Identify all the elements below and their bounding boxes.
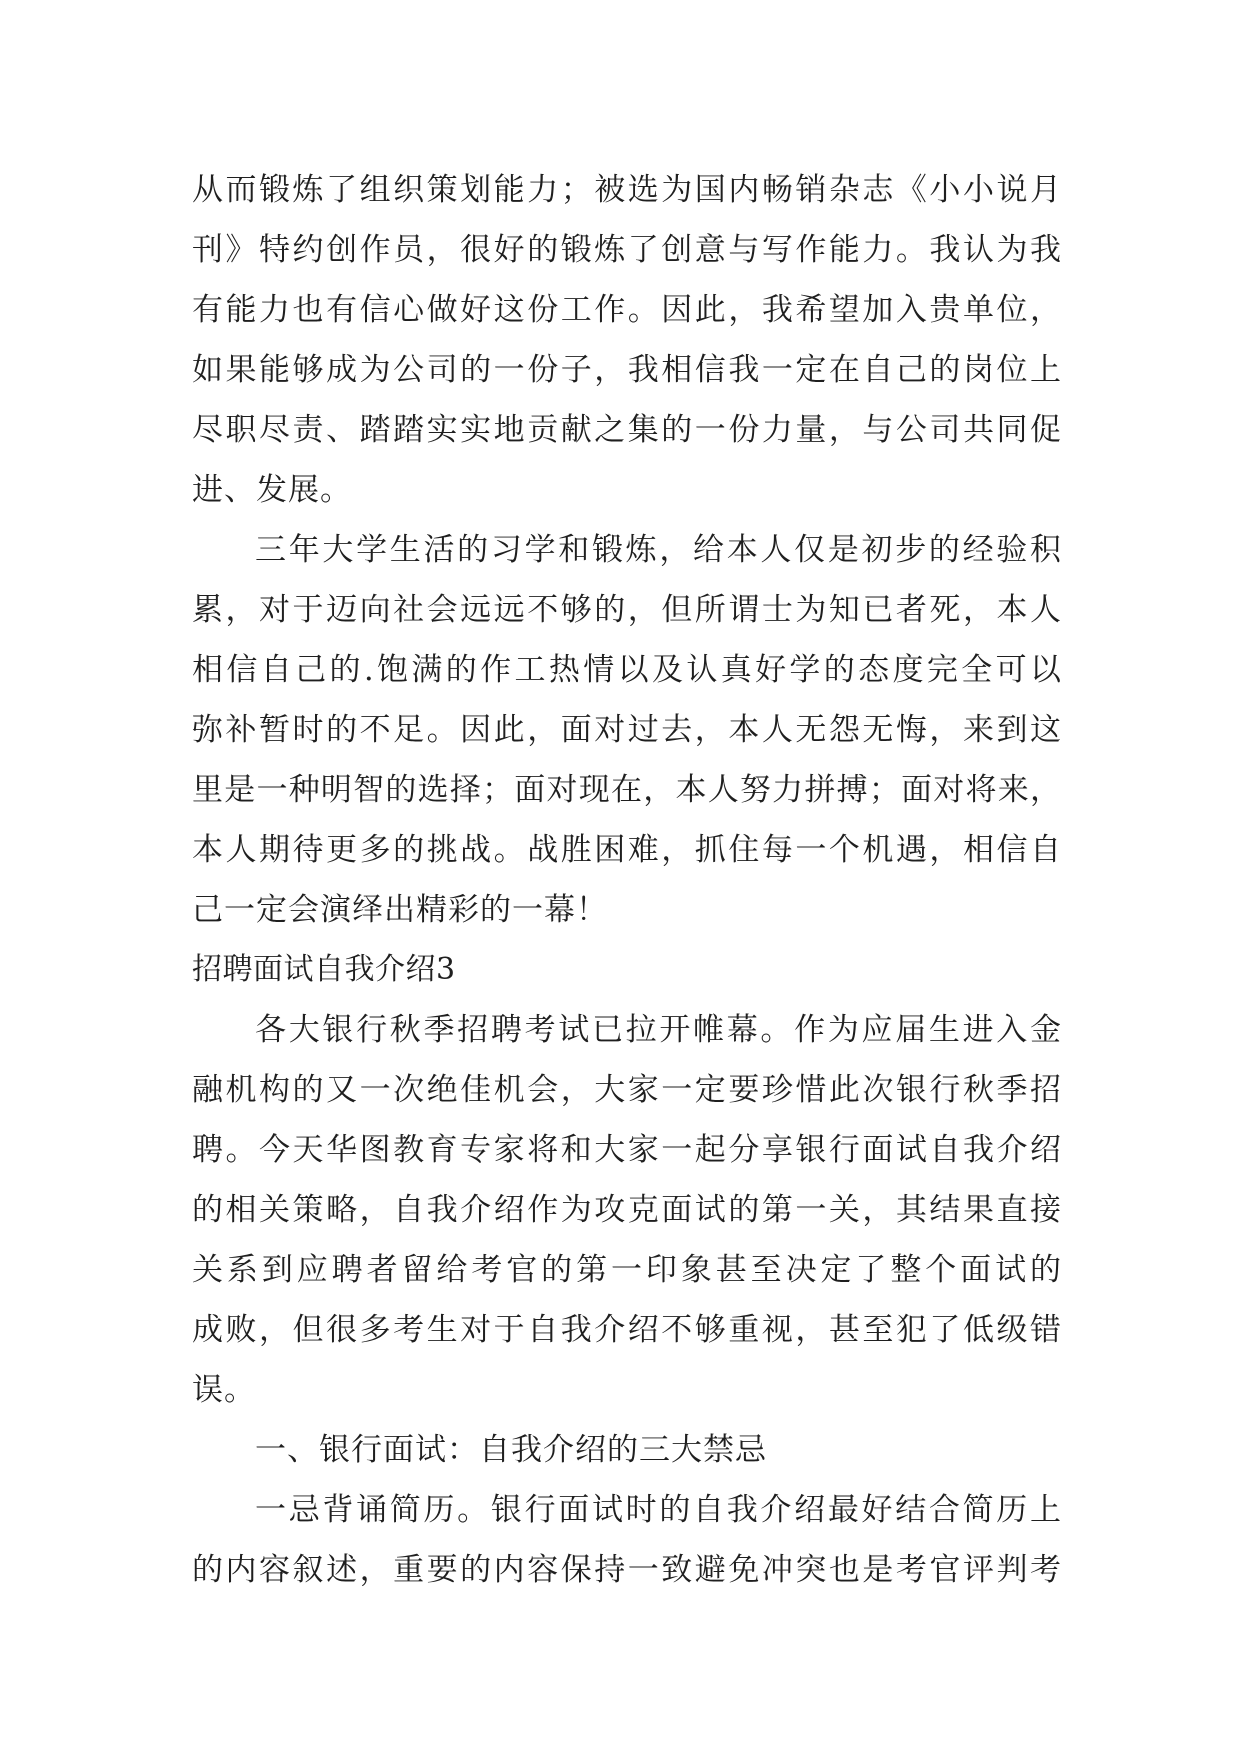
section-heading: 招聘面试自我介绍3: [192, 952, 456, 987]
text-line: 成败，但很多考生对于自我介绍不够重视，甚至犯了低级错: [192, 1312, 1062, 1348]
paragraph-start-line: 三年大学生活的习学和锻炼，给本人仅是初步的经验积: [255, 532, 1062, 568]
text-line: 相信自己的.饱满的作工热情以及认真好学的态度完全可以: [192, 652, 1062, 688]
text-line: 的内容叙述，重要的内容保持一致避免冲突也是考官评判考: [192, 1552, 1062, 1588]
text-line: 刊》特约创作员，很好的锻炼了创意与写作能力。我认为我: [192, 232, 1062, 268]
text-line: 如果能够成为公司的一份子，我相信我一定在自己的岗位上: [192, 352, 1062, 388]
text-line: 累，对于迈向社会远远不够的，但所谓士为知已者死，本人: [192, 592, 1062, 628]
text-line: 尽职尽责、踏踏实实地贡献之集的一份力量，与公司共同促: [192, 412, 1062, 448]
text-line: 本人期待更多的挑战。战胜困难，抓住每一个机遇，相信自: [192, 832, 1062, 868]
text-line: 误。: [192, 1372, 256, 1408]
text-line: 聘。今天华图教育专家将和大家一起分享银行面试自我介绍: [192, 1132, 1062, 1168]
text-line: 己一定会演绎出精彩的一幕！: [192, 892, 608, 928]
text-line: 从而锻炼了组织策划能力；被选为国内畅销杂志《小小说月: [192, 172, 1062, 208]
text-line: 里是一种明智的选择；面对现在，本人努力拼搏；面对将来，: [192, 772, 1062, 808]
text-line: 融机构的又一次绝佳机会，大家一定要珍惜此次银行秋季招: [192, 1072, 1062, 1108]
text-line: 有能力也有信心做好这份工作。因此，我希望加入贵单位，: [192, 292, 1062, 328]
paragraph-start-line: 各大银行秋季招聘考试已拉开帷幕。作为应届生进入金: [255, 1012, 1062, 1048]
text-line: 弥补暂时的不足。因此，面对过去，本人无怨无悔，来到这: [192, 712, 1062, 748]
text-line: 关系到应聘者留给考官的第一印象甚至决定了整个面试的: [192, 1252, 1062, 1288]
body-text: [192, 160, 1062, 1600]
text-line: 进、发展。: [192, 472, 352, 508]
paragraph-start-line: 一忌背诵简历。银行面试时的自我介绍最好结合简历上: [255, 1492, 1062, 1528]
text-line: 的相关策略，自我介绍作为攻克面试的第一关，其结果直接: [192, 1192, 1062, 1228]
subsection-heading: 一、银行面试：自我介绍的三大禁忌: [255, 1432, 767, 1468]
